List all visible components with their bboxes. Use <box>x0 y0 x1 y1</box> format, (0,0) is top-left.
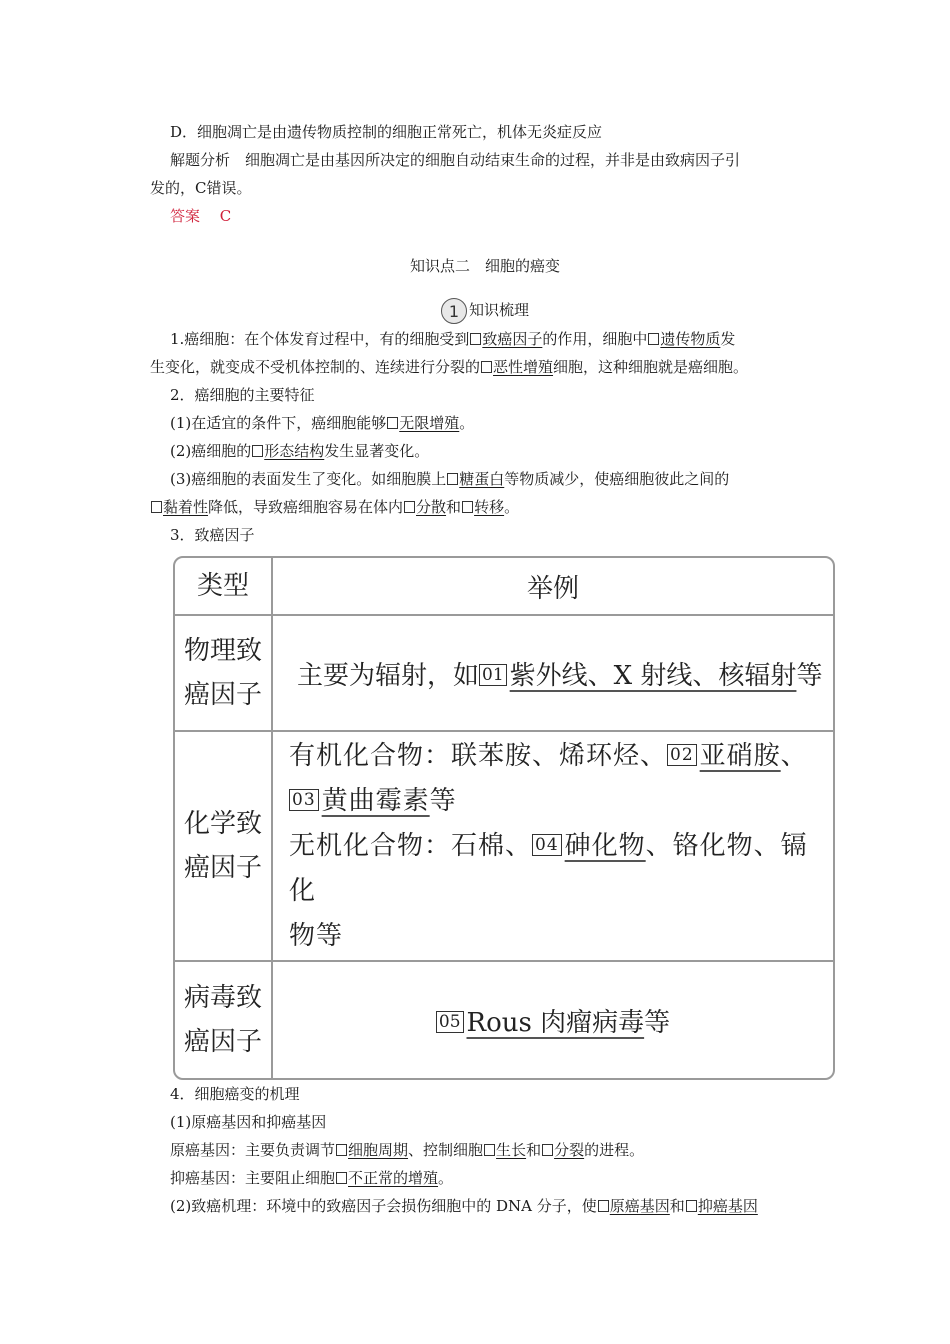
answer-text: 糖蛋白 <box>459 470 505 488</box>
text: 等 <box>429 785 457 816</box>
answer-text: 遗传物质 <box>660 330 721 348</box>
example-cell <box>273 616 833 732</box>
text: 生变化，就变成不受机体控制的、连续进行分裂的 <box>150 358 481 376</box>
answer-text: 生长 <box>496 1141 527 1159</box>
p1-line-1 <box>170 328 840 350</box>
blank-box-icon <box>462 501 473 513</box>
text: (2)癌细胞的 <box>170 442 252 460</box>
answer-text: 致癌因子 <box>482 330 543 348</box>
example-cell <box>273 732 833 962</box>
text: 和 <box>526 1141 542 1159</box>
blank-box-icon <box>336 1144 347 1156</box>
answer-line <box>170 205 840 227</box>
example-line <box>289 734 833 779</box>
answer-text: 分散 <box>416 498 447 516</box>
table-row <box>175 616 833 732</box>
text: 等 <box>644 1007 671 1038</box>
text: 。 <box>459 414 475 432</box>
blank-box-icon <box>470 333 481 345</box>
text: 、 <box>780 740 808 771</box>
p4-sub-2 <box>170 1195 840 1217</box>
carcinogen-table <box>173 556 835 1080</box>
type-label: 癌因子 <box>183 1027 262 1057</box>
blank-box-icon <box>598 1200 609 1212</box>
text: 原癌基因：主要负责调节 <box>170 1141 336 1159</box>
p3-title: 3．致癌因子 <box>170 526 255 544</box>
option-d: D．细胞凋亡是由遗传物质控制的细胞正常死亡，机体无炎症反应 <box>170 123 603 141</box>
blank-box-icon <box>686 1200 697 1212</box>
answer-text: 抑癌基因 <box>697 1197 758 1215</box>
blank-box-icon <box>404 501 415 513</box>
section-subtitle-row <box>150 296 820 324</box>
blank-box-icon <box>336 1172 347 1184</box>
type-label: 物理致 <box>183 636 262 666</box>
analysis-line-1: 解题分析 细胞凋亡是由基因所决定的细胞自动结束生命的过程，并非是由致病因子引 <box>170 151 741 169</box>
text: 有机化合物：联苯胺、烯环烃、 <box>289 740 668 771</box>
p2-item-1 <box>170 412 840 434</box>
blank-box-icon <box>481 361 492 373</box>
text: (3)癌细胞的表面发生了变化。如细胞膜上 <box>170 470 447 488</box>
blank-box-icon <box>648 333 659 345</box>
text: (1)在适宜的条件下，癌细胞能够 <box>170 414 387 432</box>
blank-number-box: 02 <box>667 744 697 766</box>
blank-box-icon <box>484 1144 495 1156</box>
text: 降低，导致癌细胞容易在体内 <box>208 498 404 516</box>
answer-text: 黏着性 <box>163 498 209 516</box>
answer-value: C <box>219 207 232 225</box>
p4-sub-1: (1)原癌基因和抑癌基因 <box>170 1113 327 1131</box>
text: 1.癌细胞：在个体发育过程中，有的细胞受到 <box>170 330 470 348</box>
section-title: 知识点二 细胞的癌变 <box>409 257 560 275</box>
text: 主要为辐射，如 <box>297 660 480 691</box>
text: 发生显著变化。 <box>324 442 430 460</box>
text: 等物质减少，使癌细胞彼此之间的 <box>504 470 730 488</box>
text: 、铬化物、镉化 <box>289 830 808 906</box>
text: 的进程。 <box>584 1141 645 1159</box>
blank-number-box: 01 <box>479 664 507 686</box>
text: 等 <box>796 660 823 691</box>
text: 。 <box>504 498 520 516</box>
blank-box-icon <box>252 445 263 457</box>
p1-line-2 <box>150 356 820 378</box>
answer-text: 无限增殖 <box>399 414 460 432</box>
type-label: 癌因子 <box>183 680 262 710</box>
p4-title: 4．细胞癌变的机理 <box>170 1085 300 1103</box>
text: 抑癌基因：主要阻止细胞 <box>170 1169 336 1187</box>
blank-number-box: 04 <box>532 834 562 856</box>
p2-title: 2．癌细胞的主要特征 <box>170 386 315 404</box>
answer-label: 答案 <box>170 207 201 225</box>
example-line: 物等 <box>289 920 344 951</box>
type-cell <box>175 962 273 1078</box>
section-subtitle: 知识梳理 <box>468 301 529 319</box>
answer-text: 砷化物 <box>564 830 646 861</box>
text: 无机化合物：石棉、 <box>289 830 533 861</box>
answer-text: 分裂 <box>554 1141 585 1159</box>
blank-box-icon <box>447 473 458 485</box>
table-header-row <box>175 558 833 616</box>
p2-item-2 <box>170 440 840 462</box>
p2-item-3-line-2 <box>150 496 820 518</box>
p2-item-3-line-1 <box>170 468 840 490</box>
example-line <box>289 779 833 824</box>
header-type: 类型 <box>175 558 273 616</box>
tumor-suppressor-line <box>170 1167 840 1189</box>
answer-text: 黄曲霉素 <box>321 785 430 816</box>
header-example: 举例 <box>273 558 833 616</box>
analysis-line-2: 发的，C错误。 <box>150 179 252 197</box>
example-line <box>289 824 833 914</box>
answer-text: 细胞周期 <box>348 1141 409 1159</box>
table-row <box>175 732 833 962</box>
type-cell <box>175 616 273 732</box>
proto-oncogene-line <box>170 1139 840 1161</box>
blank-number-box: 05 <box>436 1011 464 1033</box>
text: 发 <box>720 330 736 348</box>
answer-text: 恶性增殖 <box>493 358 554 376</box>
answer-text: 亚硝胺 <box>699 740 781 771</box>
text: 。 <box>438 1169 454 1187</box>
answer-text: 形态结构 <box>264 442 325 460</box>
answer-text: Rous 肉瘤病毒 <box>466 1007 645 1038</box>
answer-text: 不正常的增殖 <box>348 1169 439 1187</box>
text: 、控制细胞 <box>408 1141 484 1159</box>
type-label: 癌因子 <box>183 853 262 883</box>
text: (2)致癌机理：环境中的致癌因子会损伤细胞中的 DNA 分子，使 <box>170 1197 597 1215</box>
type-cell <box>175 732 273 962</box>
blank-number-box: 03 <box>289 789 319 811</box>
text: 细胞，这种细胞就是癌细胞。 <box>553 358 749 376</box>
text: 和 <box>446 498 462 516</box>
text: 的作用，细胞中 <box>542 330 648 348</box>
type-label: 病毒致 <box>183 983 262 1013</box>
blank-box-icon <box>387 417 398 429</box>
blank-box-icon <box>542 1144 553 1156</box>
table-row <box>175 962 833 1078</box>
answer-text: 原癌基因 <box>609 1197 670 1215</box>
example-cell <box>273 962 833 1078</box>
text: 和 <box>669 1197 685 1215</box>
number-one-badge-icon: 1 <box>441 298 467 324</box>
blank-box-icon <box>151 501 162 513</box>
answer-text: 紫外线、X 射线、核辐射 <box>509 660 797 691</box>
type-label: 化学致 <box>183 809 262 839</box>
answer-text: 转移 <box>474 498 505 516</box>
